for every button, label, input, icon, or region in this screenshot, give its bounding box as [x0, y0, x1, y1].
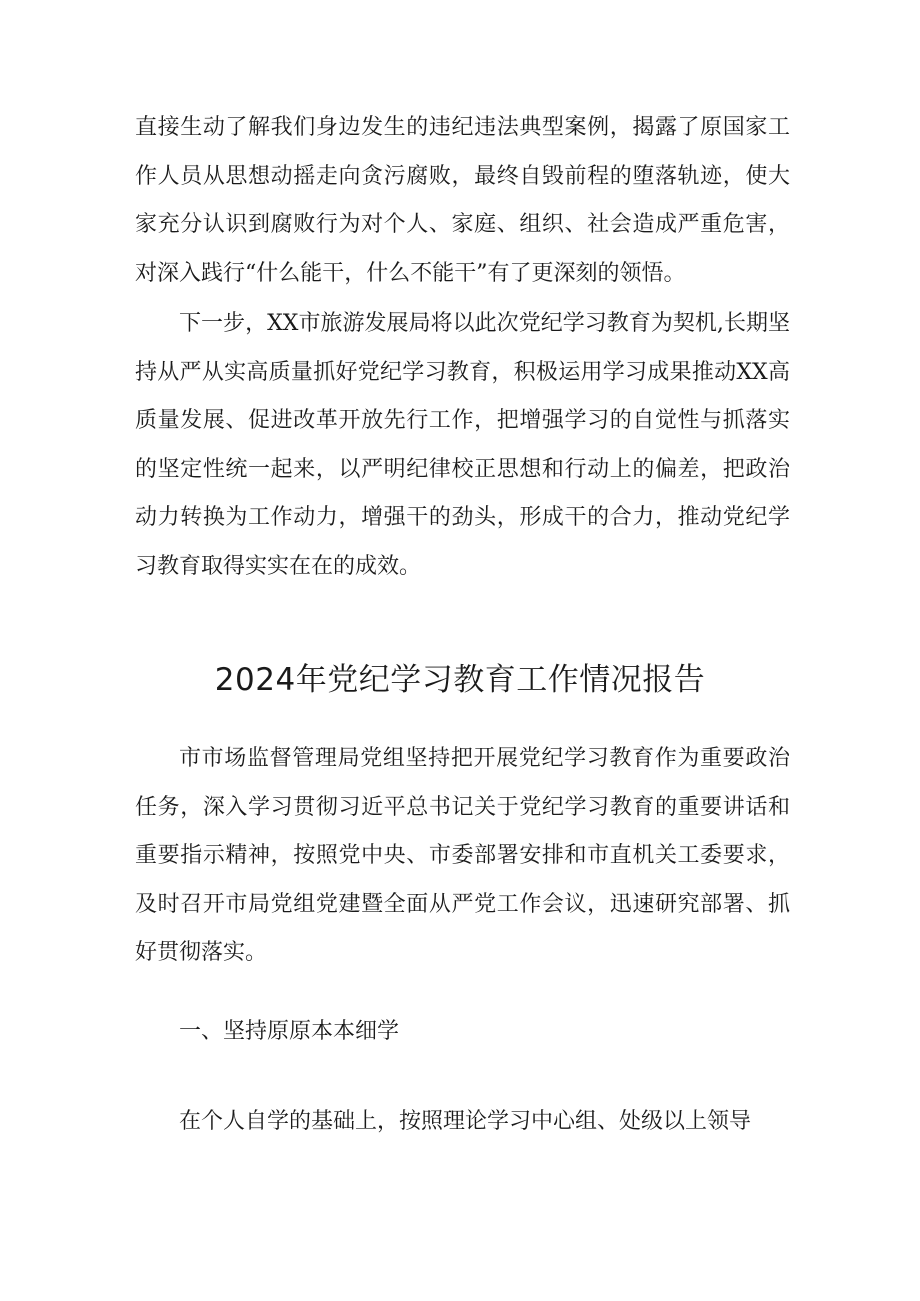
body-paragraph-3: 市市场监督管理局党组坚持把开展党纪学习教育作为重要政治任务，深入学习贯彻习近平总书记关于党纪学习教育的重要讲话和重要指示精神，按照党中央、市委部署安排和市直机关工委要求，及时召开市局党组党建暨全面从严党工作会议，迅速研究部署、抓好贯彻落实。 — [135, 746, 790, 965]
body-paragraph-2: 下一步，XX市旅游发展局将以此次党纪学习教育为契机,长期坚持从严从实高质量抓好党纪学习教育，积极运用学习成果推动XX高质量发展、促进改革开放先行工作，把增强学习的自觉性与抓落实的坚定性统一起来，以严明纪律校正思想和行动上的偏差，把政治动力转换为工作动力，增强干的劲头，形成干的合力，推动党纪学习教育取得实实在在的成效。 — [135, 311, 790, 579]
body-paragraph-4: 在个人自学的基础上，按照理论学习中心组、处级以上领导 — [179, 1109, 752, 1134]
section-heading: 一、坚持原原本本细学 — [179, 1019, 400, 1044]
body-paragraph-1: 直接生动了解我们身边发生的违纪违法典型案例，揭露了原国家工作人员从思想动摇走向贪污腐败，最终自毁前程的堕落轨迹，使大家充分认识到腐败行为对个人、家庭、组织、社会造成严重危害，对深入践行“什么能干，什么不能干”有了更深刻的领悟。 — [135, 115, 790, 286]
document-title: 2024年党纪学习教育工作情况报告 — [214, 662, 706, 698]
